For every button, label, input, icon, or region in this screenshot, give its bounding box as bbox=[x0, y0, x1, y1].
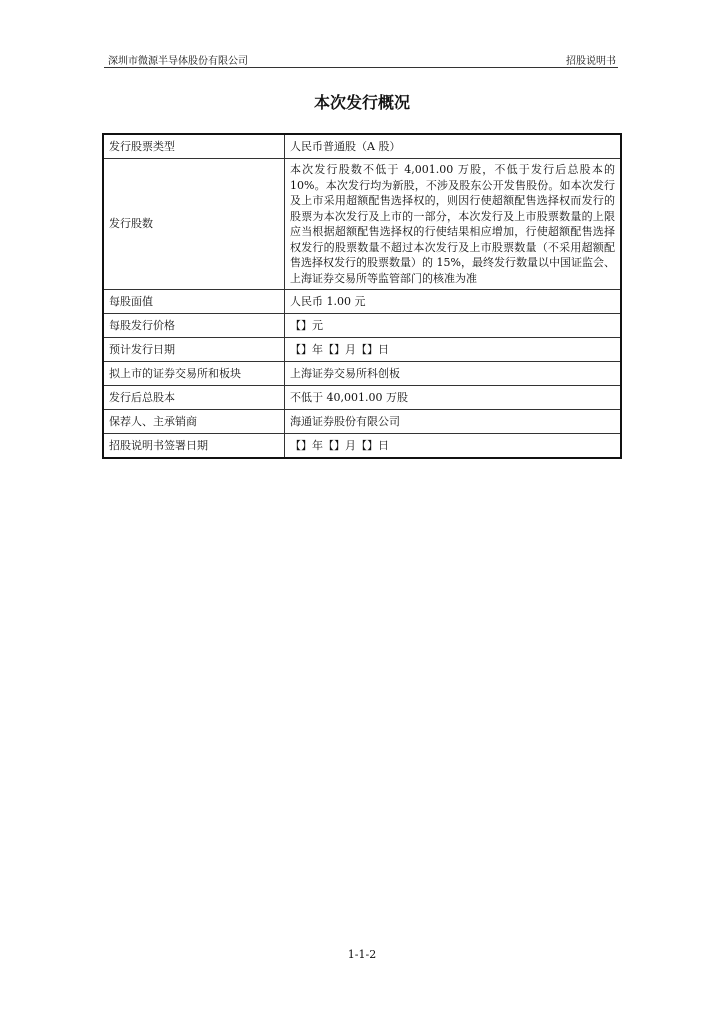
table-row bbox=[103, 410, 621, 434]
row-value: 【】年【】月【】日 bbox=[285, 338, 622, 362]
row-label: 每股面值 bbox=[103, 290, 285, 314]
row-label: 发行股票类型 bbox=[103, 134, 285, 159]
table-row bbox=[103, 314, 621, 338]
row-value: 【】年【】月【】日 bbox=[285, 434, 622, 459]
row-value: 本次发行股数不低于 4,001.00 万股，不低于发行后总股本的 10%。本次发行均为新股，不涉及股东公开发售股份。如本次发行及上市采用超额配售选择权的，则因行使超额配售选择权而发行的股票为本次发行及上市的一部分，本次发行及上市股票数量的上限应当根据超额配售选择权的行使结果相应增加，行使超额配售选择权发行的股票数量不超过本次发行及上市股票数量（不采用超额配售选择权发行的股票数量）的 15%，最终发行数量以中国证监会、上海证券交易所等监管部门的核准为准 bbox=[285, 159, 622, 290]
row-value: 人民币普通股（A 股） bbox=[285, 134, 622, 159]
row-label: 每股发行价格 bbox=[103, 314, 285, 338]
row-value: 海通证券股份有限公司 bbox=[285, 410, 622, 434]
row-label: 保荐人、主承销商 bbox=[103, 410, 285, 434]
page-header bbox=[104, 50, 618, 68]
table-row bbox=[103, 362, 621, 386]
row-label: 预计发行日期 bbox=[103, 338, 285, 362]
row-value: 上海证券交易所科创板 bbox=[285, 362, 622, 386]
table-row bbox=[103, 338, 621, 362]
header-document-type: 招股说明书 bbox=[566, 56, 616, 67]
row-value: 人民币 1.00 元 bbox=[285, 290, 622, 314]
table-row bbox=[103, 134, 621, 159]
row-value: 【】元 bbox=[285, 314, 622, 338]
table-row bbox=[103, 386, 621, 410]
page-title: 本次发行概况 bbox=[313, 93, 410, 112]
header-company-name: 深圳市微源半导体股份有限公司 bbox=[108, 56, 248, 67]
table-row bbox=[103, 290, 621, 314]
row-label: 发行后总股本 bbox=[103, 386, 285, 410]
row-label: 拟上市的证券交易所和板块 bbox=[103, 362, 285, 386]
table-row bbox=[103, 159, 621, 290]
row-label: 发行股数 bbox=[103, 159, 285, 290]
offering-overview-table bbox=[102, 133, 622, 459]
row-label: 招股说明书签署日期 bbox=[103, 434, 285, 459]
page-number: 1-1-2 bbox=[347, 948, 377, 961]
row-value: 不低于 40,001.00 万股 bbox=[285, 386, 622, 410]
table-row bbox=[103, 434, 621, 459]
